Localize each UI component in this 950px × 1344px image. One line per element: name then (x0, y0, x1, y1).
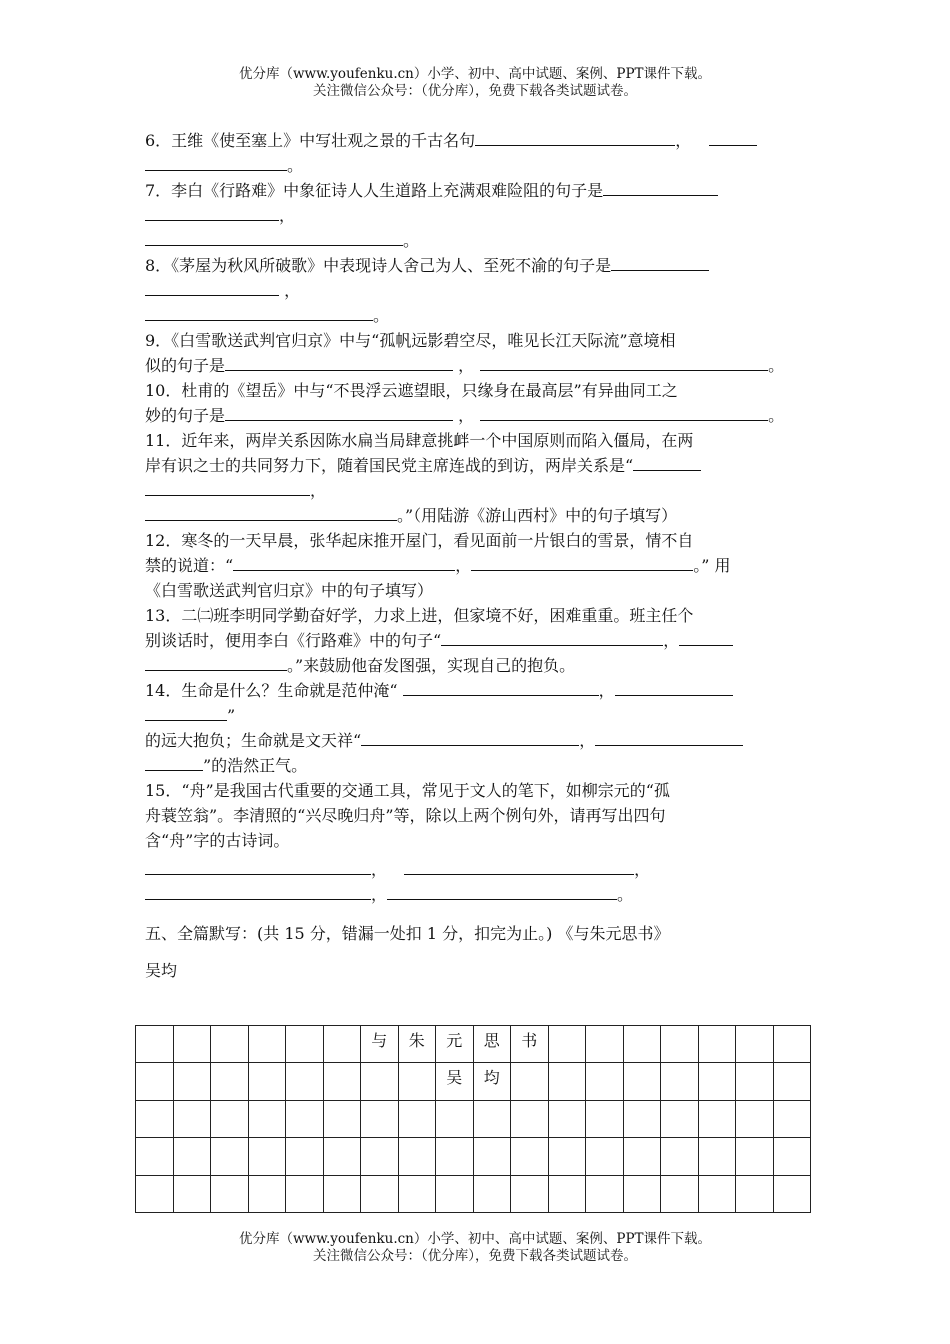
grid-cell[interactable] (136, 1175, 174, 1212)
grid-cell[interactable] (361, 1175, 399, 1212)
question-8-line-2: ， (145, 278, 807, 303)
answer-blank[interactable] (471, 553, 693, 571)
grid-cell[interactable] (286, 1138, 324, 1175)
grid-cell[interactable]: 书 (511, 1026, 549, 1063)
answer-blank[interactable] (709, 128, 757, 146)
answer-blank[interactable] (145, 857, 371, 875)
question-14-line-3: 的远大抱负；生命就是文天祥“ ， (145, 728, 807, 753)
writing-grid (135, 1025, 811, 1213)
grid-cell[interactable] (586, 1138, 624, 1175)
answer-blank[interactable] (145, 303, 373, 321)
grid-cell[interactable] (473, 1138, 511, 1175)
grid-cell[interactable] (323, 1175, 361, 1212)
section-5-author: 吴均 (145, 961, 178, 980)
section-5-title: 五、全篇默写：(共 15 分，错漏一处扣 1 分，扣完为止。) 《与朱元思书》 (145, 924, 670, 943)
answer-blank[interactable] (145, 228, 403, 246)
answer-blank[interactable] (145, 882, 371, 900)
grid-cell[interactable] (323, 1063, 361, 1100)
question-9-line-1: 9．《白雪歌送武判官归京》中与“孤帆远影碧空尽，唯见长江天际流”意境相 (145, 331, 676, 350)
grid-cell[interactable] (623, 1026, 661, 1063)
footer-line-1: 优分库（www.youfenku.cn）小学、初中、高中试题、案例、PPT课件下载。 (238, 1231, 712, 1247)
grid-cell[interactable] (511, 1175, 549, 1212)
grid-cell[interactable] (286, 1100, 324, 1137)
answer-blank[interactable] (145, 278, 279, 296)
answer-blank[interactable] (403, 678, 599, 696)
question-11-line-2: 岸有识之士的共同努力下，随着国民党主席连战的到访，两岸关系是“ (145, 453, 807, 478)
grid-cell[interactable] (623, 1138, 661, 1175)
grid-cell[interactable] (548, 1138, 586, 1175)
answer-blank[interactable] (480, 353, 768, 371)
grid-cell[interactable] (511, 1063, 549, 1100)
question-6-line-2: 。 (145, 153, 807, 178)
grid-cell[interactable] (698, 1063, 736, 1100)
question-7-line-1: 7．李白《行路难》中象征诗人人生道路上充满艰难险阻的句子是 (145, 178, 807, 203)
grid-row (136, 1175, 811, 1212)
grid-cell[interactable] (398, 1175, 436, 1212)
question-8-line-1: 8．《茅屋为秋风所破歌》中表现诗人舍己为人、至死不渝的句子是 (145, 253, 807, 278)
grid-cell[interactable] (586, 1175, 624, 1212)
grid-cell[interactable] (623, 1063, 661, 1100)
grid-cell[interactable] (548, 1100, 586, 1137)
grid-cell[interactable] (436, 1138, 474, 1175)
grid-cell[interactable] (586, 1100, 624, 1137)
grid-cell[interactable] (623, 1175, 661, 1212)
grid-cell[interactable] (286, 1175, 324, 1212)
grid-cell[interactable] (211, 1063, 249, 1100)
page-footer (0, 1231, 950, 1265)
grid-cell[interactable] (548, 1175, 586, 1212)
question-15-line-1: 15．“舟”是我国古代重要的交通工具，常见于文人的笔下，如柳宗元的“孤 (145, 781, 670, 800)
question-11-line-1: 11．近年来，两岸关系因陈水扁当局肆意挑衅一个中国原则而陷入僵局，在两 (145, 431, 694, 450)
question-12-line-2: 禁的说道：“ ， 。” 用 (145, 553, 807, 578)
grid-cell[interactable]: 与 (361, 1026, 399, 1063)
question-8-line-3: 。 (145, 303, 807, 328)
grid-cell[interactable] (173, 1063, 211, 1100)
answer-blank[interactable] (480, 403, 768, 421)
grid-cell[interactable] (586, 1063, 624, 1100)
question-7-line-2: ， (145, 203, 807, 228)
grid-cell[interactable] (661, 1100, 699, 1137)
answer-blank[interactable] (633, 453, 701, 471)
question-11-line-4: 。”（用陆游《游山西村》中的句子填写） (145, 503, 807, 528)
grid-cell[interactable] (548, 1063, 586, 1100)
grid-cell[interactable]: 朱 (398, 1026, 436, 1063)
grid-cell[interactable] (136, 1026, 174, 1063)
footer-line-2: 关注微信公众号：（优分库），免费下载各类试题试卷。 (313, 1248, 637, 1264)
grid-cell[interactable]: 吴 (436, 1063, 474, 1100)
grid-cell[interactable] (361, 1100, 399, 1137)
answer-blank[interactable] (233, 553, 455, 571)
grid-cell[interactable] (773, 1175, 811, 1212)
answer-blank[interactable] (145, 753, 203, 771)
grid-cell[interactable] (361, 1063, 399, 1100)
answer-blank[interactable] (475, 128, 675, 146)
grid-row (136, 1026, 811, 1063)
grid-cell[interactable] (248, 1026, 286, 1063)
grid-cell[interactable] (773, 1100, 811, 1137)
grid-cell[interactable] (661, 1063, 699, 1100)
grid-cell[interactable]: 元 (436, 1026, 474, 1063)
grid-cell[interactable] (173, 1100, 211, 1137)
question-15-line-4: ， ， (145, 857, 807, 882)
fill-in-questions (145, 128, 807, 907)
question-12-line-1: 12．寒冬的一天早晨，张华起床推开屋门，看见面前一片银白的雪景，情不自 (145, 531, 694, 550)
grid-cell[interactable] (661, 1026, 699, 1063)
page-header (0, 66, 950, 100)
question-12-line-3: 《白雪歌送武判官归京》中的句子填写） (145, 581, 434, 600)
grid-cell[interactable] (511, 1138, 549, 1175)
question-14-line-1: 14．生命是什么？生命就是范仲淹“ ， (145, 678, 807, 703)
grid-cell[interactable] (661, 1175, 699, 1212)
grid-row (136, 1138, 811, 1175)
answer-blank[interactable] (145, 503, 397, 521)
answer-blank[interactable] (595, 728, 743, 746)
grid-row (136, 1100, 811, 1137)
grid-cell[interactable] (286, 1063, 324, 1100)
grid-cell[interactable] (248, 1100, 286, 1137)
question-15-line-2: 舟蓑笠翁”。李清照的“兴尽晚归舟”等，除以上两个例句外，请再写出四句 (145, 806, 666, 825)
grid-cell[interactable] (698, 1138, 736, 1175)
answer-blank[interactable] (361, 728, 579, 746)
grid-cell[interactable] (736, 1100, 774, 1137)
grid-cell[interactable] (473, 1100, 511, 1137)
question-13-line-2: 别谈话时，便用李白《行路难》中的句子“ ， (145, 628, 807, 653)
grid-cell[interactable] (136, 1100, 174, 1137)
question-10-line-2: 妙的句子是 ， 。 (145, 403, 807, 428)
grid-cell[interactable] (773, 1026, 811, 1063)
grid-cell[interactable] (173, 1175, 211, 1212)
answer-blank[interactable] (603, 178, 718, 196)
answer-blank[interactable] (441, 628, 663, 646)
grid-cell[interactable]: 均 (473, 1063, 511, 1100)
grid-cell[interactable] (473, 1175, 511, 1212)
answer-blank[interactable] (615, 678, 733, 696)
question-15-line-3: 含“舟”字的古诗词。 (145, 831, 290, 850)
grid-cell[interactable] (173, 1138, 211, 1175)
grid-cell[interactable] (398, 1100, 436, 1137)
answer-blank[interactable] (145, 203, 279, 221)
grid-cell[interactable] (286, 1026, 324, 1063)
grid-cell[interactable] (211, 1026, 249, 1063)
grid-cell[interactable] (211, 1100, 249, 1137)
answer-blank[interactable] (611, 253, 709, 271)
grid-cell[interactable] (548, 1026, 586, 1063)
grid-cell[interactable] (736, 1063, 774, 1100)
grid-cell[interactable] (773, 1063, 811, 1100)
question-10-line-1: 10．杜甫的《望岳》中与“不畏浮云遮望眼，只缘身在最高层”有异曲同工之 (145, 381, 678, 400)
header-line-2: 关注微信公众号：（优分库），免费下载各类试题试卷。 (313, 83, 637, 99)
grid-row (136, 1063, 811, 1100)
answer-blank[interactable] (145, 703, 227, 721)
grid-cell[interactable] (136, 1063, 174, 1100)
question-9-line-2: 似的句子是 ， 。 (145, 353, 807, 378)
question-6-line-1: 6．王维《使至塞上》中写壮观之景的千古名句 ， (145, 128, 807, 153)
question-11-line-3: ， (145, 478, 807, 503)
question-7-line-3: 。 (145, 228, 807, 253)
answer-blank[interactable] (404, 857, 634, 875)
grid-cell[interactable] (511, 1100, 549, 1137)
grid-cell[interactable] (136, 1138, 174, 1175)
grid-cell[interactable] (323, 1100, 361, 1137)
grid-cell[interactable] (248, 1138, 286, 1175)
answer-blank[interactable] (145, 653, 287, 671)
grid-cell[interactable] (211, 1138, 249, 1175)
grid-cell[interactable] (248, 1175, 286, 1212)
grid-cell[interactable] (736, 1138, 774, 1175)
grid-cell[interactable] (623, 1100, 661, 1137)
question-15-line-5: ， 。 (145, 882, 807, 907)
grid-cell[interactable] (736, 1175, 774, 1212)
answer-blank[interactable] (387, 882, 617, 900)
header-line-1: 优分库（www.youfenku.cn）小学、初中、高中试题、案例、PPT课件下载。 (238, 66, 712, 82)
question-13-line-3: 。”来鼓励他奋发图强，实现自己的抱负。 (145, 653, 807, 678)
question-13-line-1: 13．二㈡班李明同学勤奋好学，力求上进，但家境不好，困难重重。班主任个 (145, 606, 694, 625)
question-14-line-2: ” (145, 703, 807, 728)
grid-cell[interactable] (698, 1026, 736, 1063)
answer-blank[interactable] (225, 403, 453, 421)
grid-cell[interactable] (211, 1175, 249, 1212)
question-14-line-4: ”的浩然正气。 (145, 753, 807, 778)
answer-blank[interactable] (225, 353, 453, 371)
grid-cell[interactable] (323, 1026, 361, 1063)
grid-cell[interactable] (586, 1026, 624, 1063)
grid-cell[interactable]: 思 (473, 1026, 511, 1063)
grid-cell[interactable] (698, 1175, 736, 1212)
grid-cell[interactable] (323, 1138, 361, 1175)
answer-blank[interactable] (679, 628, 733, 646)
grid-cell[interactable] (773, 1138, 811, 1175)
grid-cell[interactable] (398, 1138, 436, 1175)
answer-blank[interactable] (145, 478, 310, 496)
grid-cell[interactable] (361, 1138, 399, 1175)
grid-cell[interactable] (436, 1175, 474, 1212)
grid-cell[interactable] (173, 1026, 211, 1063)
grid-cell[interactable] (248, 1063, 286, 1100)
grid-cell[interactable] (398, 1063, 436, 1100)
grid-cell[interactable] (661, 1138, 699, 1175)
grid-cell[interactable] (436, 1100, 474, 1137)
answer-blank[interactable] (145, 153, 287, 171)
grid-cell[interactable] (736, 1026, 774, 1063)
grid-cell[interactable] (698, 1100, 736, 1137)
